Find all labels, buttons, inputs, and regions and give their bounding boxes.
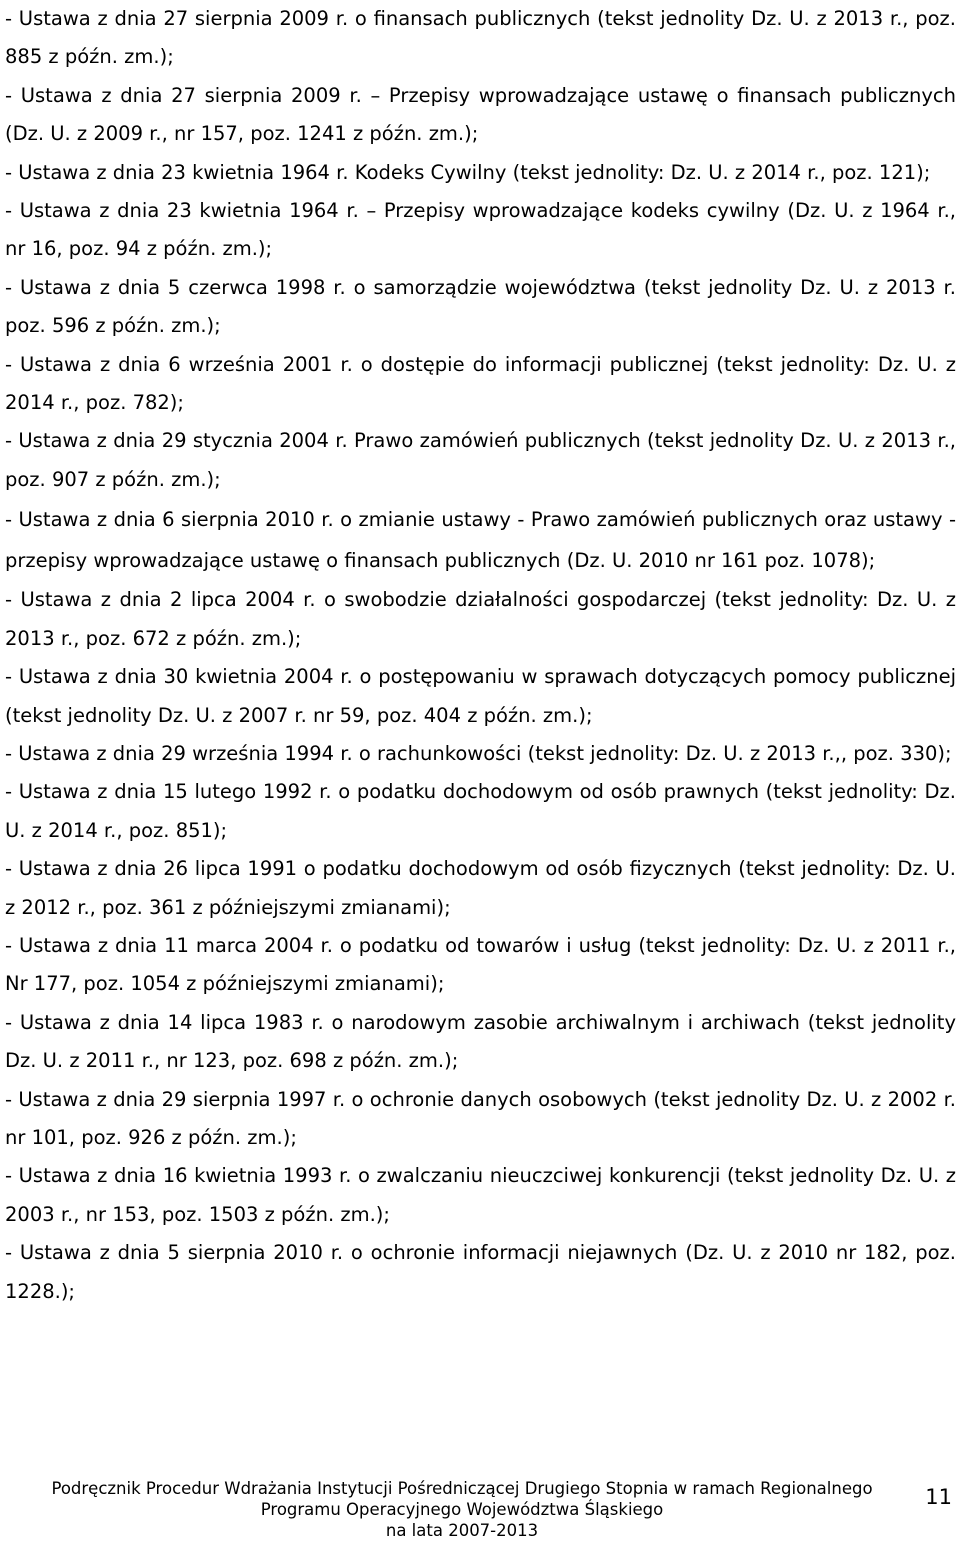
list-item: - Ustawa z dnia 15 lutego 1992 r. o podatku dochodowym od osób prawnych (tekst jednolity: Dz. U. z 2014 r., poz. 851); (5, 780, 956, 842)
list-item: - Ustawa z dnia 26 lipca 1991 o podatku dochodowym od osób fizycznych (tekst jednolity: Dz. U. z 2012 r., poz. 361 z późniejszymi zmianami); (5, 857, 956, 919)
list-item: - Ustawa z dnia 5 sierpnia 2010 r. o ochronie informacji niejawnych (Dz. U. z 2010 nr 182, poz. 1228.); (5, 1241, 956, 1303)
footer-text (20, 1478, 904, 1541)
legal-acts-list (5, 0, 956, 1311)
list-item: - Ustawa z dnia 29 sierpnia 1997 r. o ochronie danych osobowych (tekst jednolity Dz. U. z 2002 r. nr 101, poz. 926 z późn. zm.); (5, 1087, 956, 1149)
list-item: - Ustawa z dnia 30 kwietnia 2004 r. o postępowaniu w sprawach dotyczących pomocy publicznej (tekst jednolity Dz. U. z 2007 r. nr 59, poz. 404 z późn. zm.); (5, 665, 956, 727)
list-item: - Ustawa z dnia 27 sierpnia 2009 r. o finansach publicznych (tekst jednolity Dz. U. z 2013 r., poz. 885 z późn. zm.); (5, 7, 956, 69)
footer-line-2: Programu Operacyjnego Województwa Śląskiego (260, 1500, 664, 1519)
list-item: - Ustawa z dnia 16 kwietnia 1993 r. o zwalczaniu nieuczciwej konkurencji (tekst jednolity Dz. U. z 2003 r., nr 153, poz. 1503 z późn. zm.); (5, 1164, 956, 1226)
page-footer (0, 1478, 960, 1538)
footer-line-1: Podręcznik Procedur Wdrażania Instytucji Pośredniczącej Drugiego Stopnia w ramach Regionalnego (51, 1479, 873, 1498)
list-item: - Ustawa z dnia 23 kwietnia 1964 r. – Przepisy wprowadzające kodeks cywilny (Dz. U. z 1964 r., nr 16, poz. 94 z późn. zm.); (5, 199, 956, 261)
list-item: - Ustawa z dnia 2 lipca 2004 r. o swobodzie działalności gospodarczej (tekst jednolity: Dz. U. z 2013 r., poz. 672 z późn. zm.); (5, 588, 956, 650)
list-item: - Ustawa z dnia 23 kwietnia 1964 r. Kodeks Cywilny (tekst jednolity: Dz. U. z 2014 r., poz. 121); (5, 160, 931, 184)
list-item: - Ustawa z dnia 6 sierpnia 2010 r. o zmianie ustawy - Prawo zamówień publicznych oraz ustawy - przepisy wprowadzające ustawę o finansach publicznych (Dz. U. 2010 nr 161 poz. 1078); (5, 508, 956, 573)
list-item: - Ustawa z dnia 29 stycznia 2004 r. Prawo zamówień publicznych (tekst jednolity Dz. U. z 2013 r., poz. 907 z późn. zm.); (5, 429, 956, 491)
list-item: - Ustawa z dnia 6 września 2001 r. o dostępie do informacji publicznej (tekst jednolity: Dz. U. z 2014 r., poz. 782); (5, 352, 956, 415)
footer-line-3: na lata 2007-2013 (385, 1521, 539, 1540)
list-item: - Ustawa z dnia 29 września 1994 r. o rachunkowości (tekst jednolity: Dz. U. z 2013 r.,, poz. 330); (5, 741, 952, 765)
page-number: 11 (925, 1485, 952, 1509)
list-item: - Ustawa z dnia 27 sierpnia 2009 r. – Przepisy wprowadzające ustawę o finansach publicznych (Dz. U. z 2009 r., nr 157, poz. 1241 z późn. zm.); (5, 83, 956, 146)
list-item: - Ustawa z dnia 5 czerwca 1998 r. o samorządzie województwa (tekst jednolity Dz. U. z 2013 r. poz. 596 z późn. zm.); (5, 275, 956, 338)
list-item: - Ustawa z dnia 14 lipca 1983 r. o narodowym zasobie archiwalnym i archiwach (tekst jednolity Dz. U. z 2011 r., nr 123, poz. 698 z późn. zm.); (5, 1010, 956, 1073)
list-item: - Ustawa z dnia 11 marca 2004 r. o podatku od towarów i usług (tekst jednolity: Dz. U. z 2011 r., Nr 177, poz. 1054 z późniejszymi zmianami); (5, 933, 956, 996)
